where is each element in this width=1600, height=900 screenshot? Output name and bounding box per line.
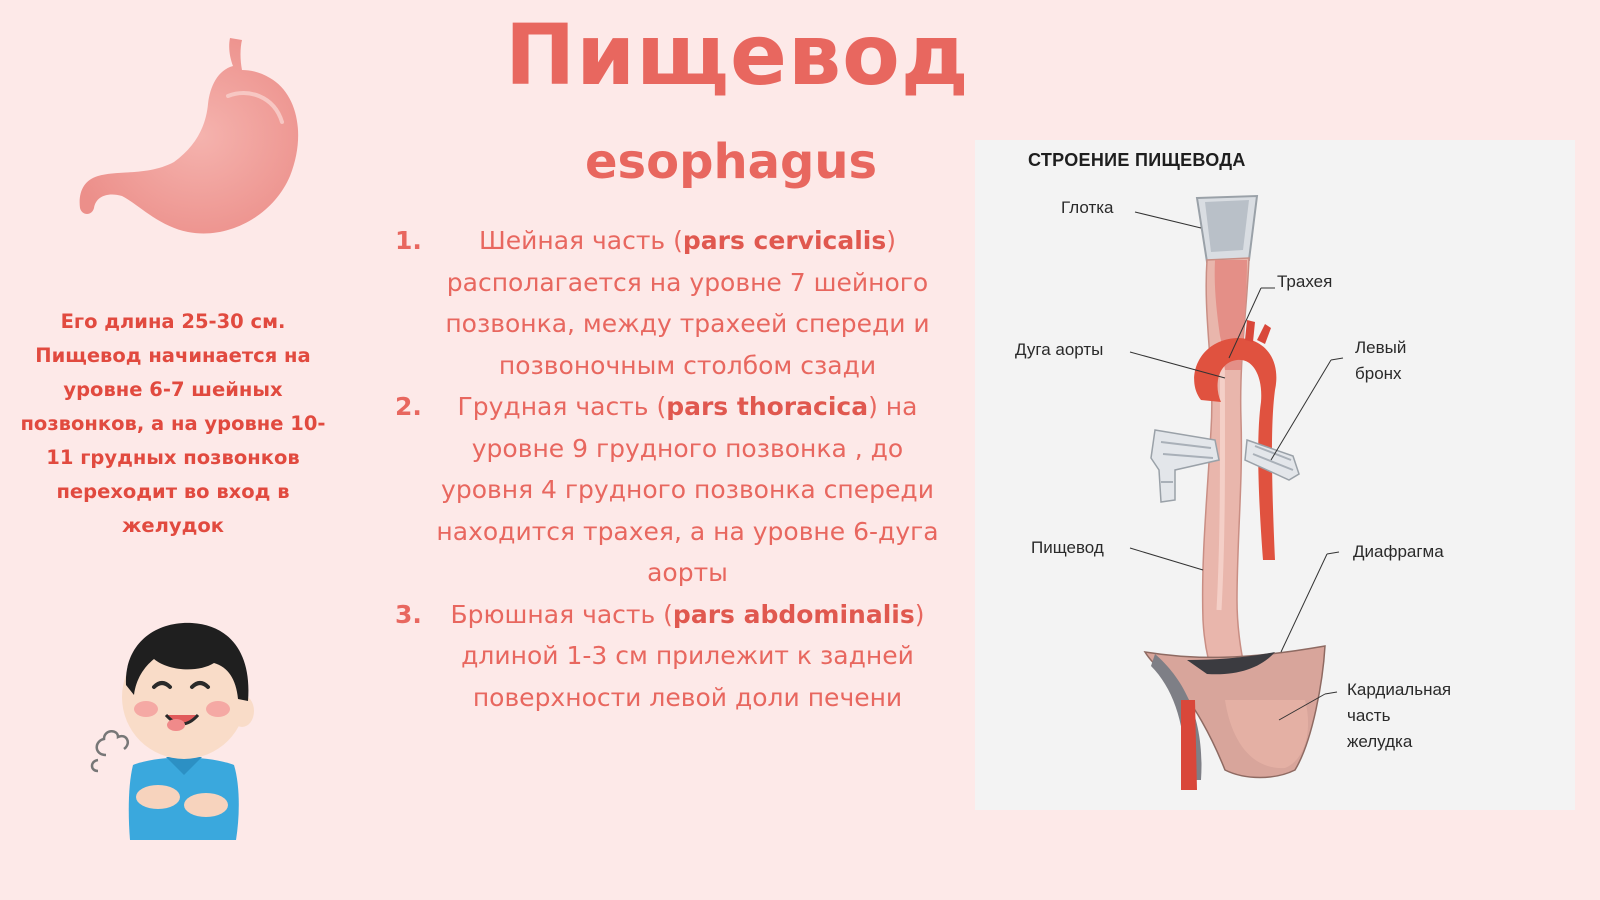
latin-term: pars thoracica <box>666 392 869 421</box>
label-trachea: Трахея <box>1277 272 1333 291</box>
page-title: Пищевод <box>505 6 970 104</box>
list-item <box>395 220 940 386</box>
diagram-title: СТРОЕНИЕ ПИЩЕВОДА <box>1028 150 1246 170</box>
label-pharynx: Глотка <box>1061 198 1114 217</box>
esophagus-diagram <box>975 140 1575 810</box>
item-text: Шейная часть (pars cervicalis) располагается на уровне 7 шейного позвонка, между трахеей спереди и позвоночным столбом сзади <box>445 226 930 380</box>
label-cardia-1: Кардиальная <box>1347 680 1452 699</box>
label-left-bronchus-1: Левый <box>1355 338 1407 357</box>
length-note: Его длина 25-30 см. Пищевод начинается на уровне 6-7 шейных позвонков, а на уровне 10-11 грудных позвонков переходит во вход в желудок <box>20 310 326 537</box>
item-text: Грудная часть (pars thoracica) на уровне 9 грудного позвонка , до уровня 4 грудного позвонка спереди находится трахея, а на уровне 6-дуга аорты <box>436 392 939 587</box>
item-number: 1. <box>395 226 422 255</box>
esophagus-anatomy-illustration <box>975 140 1575 810</box>
label-cardia-2: часть <box>1347 706 1391 725</box>
label-cardia-3: желудка <box>1347 732 1413 751</box>
latin-term: pars cervicalis <box>682 226 887 255</box>
sections-list <box>395 220 940 718</box>
item-text: Брюшная часть (pars abdominalis) длиной 1-3 см прилежит к задней поверхности левой доли печени <box>450 599 925 712</box>
label-diaphragm: Диафрагма <box>1353 542 1444 561</box>
boy-eating-icon <box>88 615 263 850</box>
stomach-icon <box>78 36 308 241</box>
label-esophagus: Пищевод <box>1031 538 1104 557</box>
list-item <box>395 386 940 594</box>
page-subtitle: esophagus <box>585 134 878 190</box>
label-left-bronchus-2: бронх <box>1355 364 1402 383</box>
list-item <box>395 594 940 719</box>
label-aortic-arch: Дуга аорты <box>1015 340 1104 359</box>
item-number: 2. <box>395 392 422 421</box>
latin-term: pars abdominalis <box>672 599 915 629</box>
item-number: 3. <box>395 599 422 629</box>
